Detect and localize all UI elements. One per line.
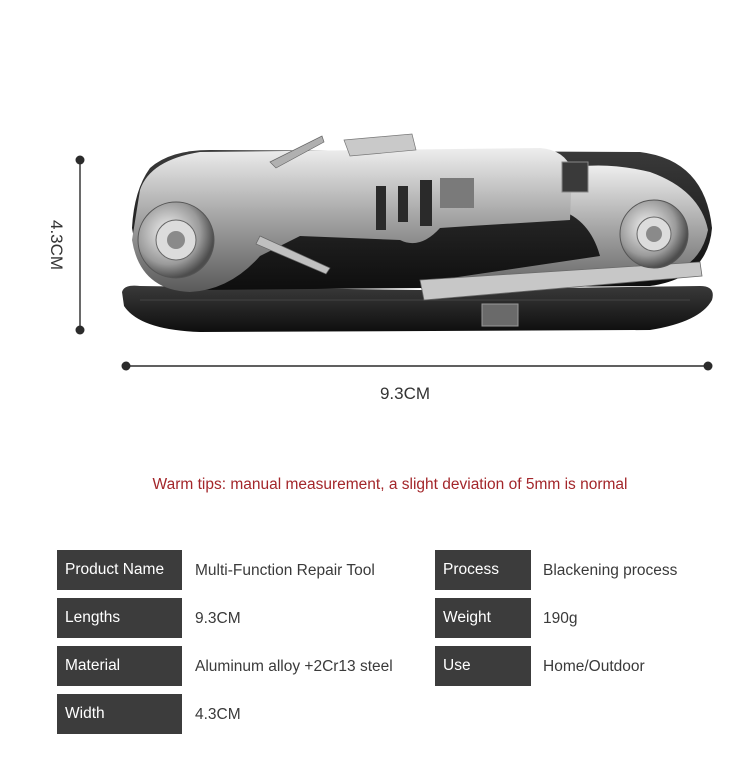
spec-value-lengths: 9.3CM: [195, 610, 241, 627]
spec-key-width: Width: [57, 694, 182, 734]
spec-key-product-name: Product Name: [57, 550, 182, 590]
spec-value-weight: 190g: [543, 610, 578, 627]
height-dimension-line: [76, 156, 85, 335]
spec-key-process: Process: [435, 550, 531, 590]
height-dimension-label: 4.3CM: [47, 220, 66, 271]
spec-value-material: Aluminum alloy +2Cr13 steel: [195, 658, 393, 675]
width-dimension-line: [122, 362, 713, 371]
spec-key-weight: Weight: [435, 598, 531, 638]
spec-value-product-name: Multi-Function Repair Tool: [195, 562, 375, 579]
spec-value-use: Home/Outdoor: [543, 658, 645, 675]
spec-key-material: Material: [57, 646, 182, 686]
spec-value-width: 4.3CM: [195, 706, 241, 723]
spec-key-use: Use: [435, 646, 531, 686]
spec-value-process: Blackening process: [543, 562, 678, 579]
width-dimension-label: 9.3CM: [379, 384, 431, 403]
spec-key-lengths: Lengths: [57, 598, 182, 638]
warm-tip-text: Warm tips: manual measurement, a slight deviation of 5mm is normal: [152, 476, 628, 493]
multi-tool-image: [122, 134, 713, 332]
